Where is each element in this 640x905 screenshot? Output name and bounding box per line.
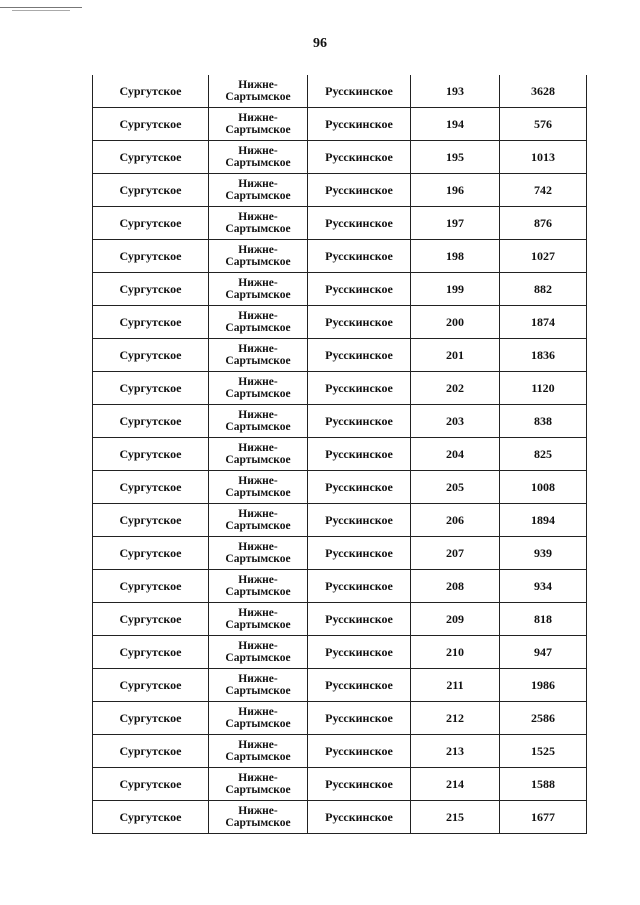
cell-licence-area xyxy=(209,438,308,471)
table-row xyxy=(93,537,587,570)
cell-licence-area-line1: Нижне- xyxy=(238,442,278,454)
cell-licence-area-line1: Нижне- xyxy=(238,310,278,322)
table-row xyxy=(93,405,587,438)
cell-licence-area-line2: Сартымское xyxy=(225,355,291,367)
cell-licence-area xyxy=(209,174,308,207)
data-table xyxy=(92,75,587,834)
cell-licence-area xyxy=(209,75,308,108)
cell-company: Сургутское xyxy=(93,273,209,306)
table-row xyxy=(93,603,587,636)
table-row xyxy=(93,471,587,504)
cell-value: 3628 xyxy=(500,75,587,108)
cell-field: Русскинское xyxy=(308,570,411,603)
cell-pad-number: 206 xyxy=(411,504,500,537)
cell-pad-number: 201 xyxy=(411,339,500,372)
cell-licence-area-line2: Сартымское xyxy=(225,256,291,268)
cell-value: 1027 xyxy=(500,240,587,273)
cell-company: Сургутское xyxy=(93,669,209,702)
cell-value: 947 xyxy=(500,636,587,669)
table-row xyxy=(93,240,587,273)
cell-licence-area xyxy=(209,669,308,702)
table-row xyxy=(93,735,587,768)
cell-licence-area-line2: Сартымское xyxy=(225,586,291,598)
cell-pad-number: 197 xyxy=(411,207,500,240)
cell-pad-number: 212 xyxy=(411,702,500,735)
cell-licence-area-line2: Сартымское xyxy=(225,619,291,631)
table-row xyxy=(93,669,587,702)
cell-licence-area xyxy=(209,636,308,669)
cell-licence-area-line2: Сартымское xyxy=(225,553,291,565)
cell-licence-area-line2: Сартымское xyxy=(225,487,291,499)
cell-company: Сургутское xyxy=(93,537,209,570)
cell-value: 1986 xyxy=(500,669,587,702)
cell-licence-area-line2: Сартымское xyxy=(225,520,291,532)
cell-licence-area-line1: Нижне- xyxy=(238,409,278,421)
cell-field: Русскинское xyxy=(308,471,411,504)
cell-field: Русскинское xyxy=(308,768,411,801)
cell-company: Сургутское xyxy=(93,141,209,174)
cell-licence-area xyxy=(209,735,308,768)
table-row xyxy=(93,372,587,405)
cell-value: 882 xyxy=(500,273,587,306)
cell-licence-area-line1: Нижне- xyxy=(238,475,278,487)
cell-licence-area-line1: Нижне- xyxy=(238,640,278,652)
table-row xyxy=(93,636,587,669)
cell-licence-area xyxy=(209,471,308,504)
cell-pad-number: 202 xyxy=(411,372,500,405)
cell-value: 1008 xyxy=(500,471,587,504)
cell-pad-number: 207 xyxy=(411,537,500,570)
cell-field: Русскинское xyxy=(308,636,411,669)
scan-corner-mark xyxy=(0,7,82,8)
cell-field: Русскинское xyxy=(308,339,411,372)
cell-licence-area-line2: Сартымское xyxy=(225,817,291,829)
cell-field: Русскинское xyxy=(308,801,411,834)
cell-value: 1894 xyxy=(500,504,587,537)
cell-licence-area xyxy=(209,306,308,339)
table-row xyxy=(93,75,587,108)
cell-pad-number: 213 xyxy=(411,735,500,768)
cell-pad-number: 196 xyxy=(411,174,500,207)
cell-pad-number: 215 xyxy=(411,801,500,834)
cell-licence-area-line2: Сартымское xyxy=(225,454,291,466)
cell-licence-area-line1: Нижне- xyxy=(238,673,278,685)
cell-company: Сургутское xyxy=(93,570,209,603)
cell-licence-area-line2: Сартымское xyxy=(225,157,291,169)
cell-licence-area-line1: Нижне- xyxy=(238,706,278,718)
table-row xyxy=(93,438,587,471)
cell-company: Сургутское xyxy=(93,735,209,768)
cell-field: Русскинское xyxy=(308,405,411,438)
cell-company: Сургутское xyxy=(93,405,209,438)
cell-value: 2586 xyxy=(500,702,587,735)
cell-company: Сургутское xyxy=(93,768,209,801)
cell-licence-area xyxy=(209,570,308,603)
cell-licence-area-line1: Нижне- xyxy=(238,178,278,190)
cell-value: 1874 xyxy=(500,306,587,339)
cell-licence-area-line2: Сартымское xyxy=(225,91,291,103)
cell-licence-area-line1: Нижне- xyxy=(238,376,278,388)
cell-field: Русскинское xyxy=(308,702,411,735)
cell-licence-area-line1: Нижне- xyxy=(238,112,278,124)
cell-pad-number: 211 xyxy=(411,669,500,702)
cell-company: Сургутское xyxy=(93,207,209,240)
cell-licence-area-line1: Нижне- xyxy=(238,772,278,784)
cell-company: Сургутское xyxy=(93,801,209,834)
cell-company: Сургутское xyxy=(93,372,209,405)
cell-pad-number: 209 xyxy=(411,603,500,636)
cell-licence-area-line1: Нижне- xyxy=(238,343,278,355)
cell-pad-number: 214 xyxy=(411,768,500,801)
cell-licence-area xyxy=(209,108,308,141)
cell-pad-number: 195 xyxy=(411,141,500,174)
cell-licence-area xyxy=(209,504,308,537)
cell-licence-area-line1: Нижне- xyxy=(238,805,278,817)
cell-company: Сургутское xyxy=(93,75,209,108)
cell-licence-area-line1: Нижне- xyxy=(238,508,278,520)
cell-company: Сургутское xyxy=(93,471,209,504)
cell-field: Русскинское xyxy=(308,603,411,636)
cell-licence-area-line1: Нижне- xyxy=(238,145,278,157)
cell-company: Сургутское xyxy=(93,636,209,669)
cell-licence-area xyxy=(209,372,308,405)
cell-field: Русскинское xyxy=(308,174,411,207)
cell-field: Русскинское xyxy=(308,141,411,174)
cell-pad-number: 208 xyxy=(411,570,500,603)
cell-licence-area-line1: Нижне- xyxy=(238,79,278,91)
cell-company: Сургутское xyxy=(93,438,209,471)
cell-licence-area-line1: Нижне- xyxy=(238,277,278,289)
table-row xyxy=(93,570,587,603)
cell-field: Русскинское xyxy=(308,240,411,273)
cell-field: Русскинское xyxy=(308,75,411,108)
cell-licence-area xyxy=(209,603,308,636)
table-body xyxy=(93,75,587,834)
cell-licence-area-line2: Сартымское xyxy=(225,124,291,136)
cell-licence-area xyxy=(209,801,308,834)
cell-value: 876 xyxy=(500,207,587,240)
cell-licence-area xyxy=(209,207,308,240)
cell-value: 1525 xyxy=(500,735,587,768)
cell-licence-area-line1: Нижне- xyxy=(238,607,278,619)
cell-licence-area-line1: Нижне- xyxy=(238,541,278,553)
cell-value: 825 xyxy=(500,438,587,471)
table-row xyxy=(93,504,587,537)
cell-licence-area-line2: Сартымское xyxy=(225,685,291,697)
cell-value: 1013 xyxy=(500,141,587,174)
cell-field: Русскинское xyxy=(308,438,411,471)
cell-licence-area xyxy=(209,273,308,306)
cell-pad-number: 203 xyxy=(411,405,500,438)
cell-field: Русскинское xyxy=(308,372,411,405)
cell-licence-area-line2: Сартымское xyxy=(225,718,291,730)
cell-value: 934 xyxy=(500,570,587,603)
cell-company: Сургутское xyxy=(93,108,209,141)
cell-licence-area xyxy=(209,768,308,801)
cell-value: 818 xyxy=(500,603,587,636)
cell-value: 939 xyxy=(500,537,587,570)
cell-licence-area-line2: Сартымское xyxy=(225,388,291,400)
table-row xyxy=(93,768,587,801)
table-row xyxy=(93,306,587,339)
cell-company: Сургутское xyxy=(93,702,209,735)
cell-company: Сургутское xyxy=(93,603,209,636)
cell-field: Русскинское xyxy=(308,504,411,537)
cell-licence-area-line2: Сартымское xyxy=(225,784,291,796)
cell-licence-area xyxy=(209,702,308,735)
cell-licence-area-line2: Сартымское xyxy=(225,751,291,763)
cell-value: 1588 xyxy=(500,768,587,801)
cell-licence-area xyxy=(209,339,308,372)
cell-company: Сургутское xyxy=(93,240,209,273)
cell-licence-area-line2: Сартымское xyxy=(225,322,291,334)
cell-pad-number: 210 xyxy=(411,636,500,669)
cell-licence-area-line1: Нижне- xyxy=(238,244,278,256)
table-row xyxy=(93,801,587,834)
cell-licence-area-line2: Сартымское xyxy=(225,289,291,301)
cell-licence-area-line2: Сартымское xyxy=(225,421,291,433)
cell-field: Русскинское xyxy=(308,207,411,240)
table-row xyxy=(93,141,587,174)
table-row xyxy=(93,702,587,735)
cell-value: 1836 xyxy=(500,339,587,372)
cell-licence-area-line1: Нижне- xyxy=(238,574,278,586)
cell-licence-area-line2: Сартымское xyxy=(225,652,291,664)
cell-value: 576 xyxy=(500,108,587,141)
cell-company: Сургутское xyxy=(93,504,209,537)
cell-company: Сургутское xyxy=(93,339,209,372)
cell-pad-number: 200 xyxy=(411,306,500,339)
cell-licence-area-line1: Нижне- xyxy=(238,211,278,223)
cell-value: 1677 xyxy=(500,801,587,834)
cell-field: Русскинское xyxy=(308,108,411,141)
cell-licence-area-line2: Сартымское xyxy=(225,223,291,235)
cell-field: Русскинское xyxy=(308,537,411,570)
table-row xyxy=(93,339,587,372)
cell-licence-area xyxy=(209,240,308,273)
cell-value: 838 xyxy=(500,405,587,438)
table-row xyxy=(93,174,587,207)
cell-licence-area xyxy=(209,537,308,570)
cell-licence-area-line1: Нижне- xyxy=(238,739,278,751)
cell-pad-number: 193 xyxy=(411,75,500,108)
page-number: 96 xyxy=(313,36,327,51)
cell-pad-number: 199 xyxy=(411,273,500,306)
cell-licence-area xyxy=(209,141,308,174)
table-row xyxy=(93,108,587,141)
cell-company: Сургутское xyxy=(93,174,209,207)
cell-pad-number: 194 xyxy=(411,108,500,141)
table-row xyxy=(93,273,587,306)
cell-field: Русскинское xyxy=(308,669,411,702)
cell-pad-number: 205 xyxy=(411,471,500,504)
cell-field: Русскинское xyxy=(308,306,411,339)
cell-licence-area-line2: Сартымское xyxy=(225,190,291,202)
cell-field: Русскинское xyxy=(308,273,411,306)
cell-field: Русскинское xyxy=(308,735,411,768)
cell-pad-number: 204 xyxy=(411,438,500,471)
cell-pad-number: 198 xyxy=(411,240,500,273)
cell-value: 742 xyxy=(500,174,587,207)
cell-value: 1120 xyxy=(500,372,587,405)
cell-licence-area xyxy=(209,405,308,438)
table-row xyxy=(93,207,587,240)
cell-company: Сургутское xyxy=(93,306,209,339)
